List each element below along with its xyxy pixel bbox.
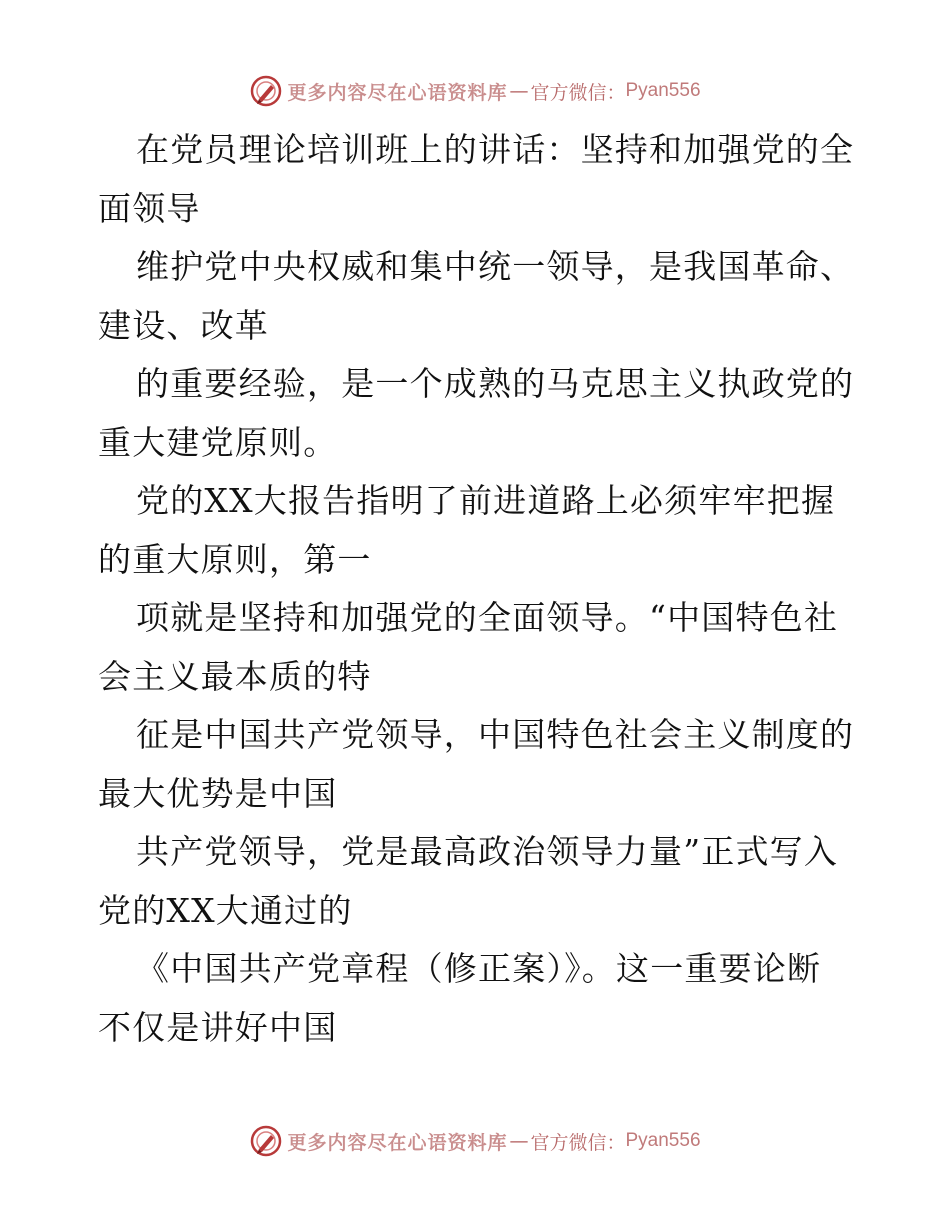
header-banner — [0, 71, 950, 111]
document-body — [98, 121, 858, 1057]
body-line: 的重要经验，是一个成熟的马克思主义执政党的 — [136, 364, 855, 403]
banner-wechat-label: 官方微信： — [530, 81, 626, 104]
body-line: 项就是坚持和加强党的全面领导。“中国特色社 — [136, 598, 839, 637]
body-line: 不仅是讲好中国 — [98, 1007, 338, 1047]
footer-banner — [0, 1121, 950, 1161]
body-line: 会主义最本质的特 — [98, 656, 372, 696]
pen-logo-icon — [249, 74, 283, 108]
body-line: 共产党领导，党是最高政治领导力量”正式写入 — [136, 832, 839, 871]
body-line: 在党员理论培训班上的讲话：坚持和加强党的全 — [136, 130, 855, 169]
body-line: 建设、改革 — [98, 305, 269, 345]
body-line: 面领导 — [98, 188, 201, 228]
banner-slogan: 更多内容尽在心语资料库 — [287, 81, 508, 104]
banner-wechat-id: Pyan556 — [625, 80, 701, 101]
body-line: 最大优势是中国 — [98, 773, 338, 813]
body-line: 《中国共产党章程（修正案）》。这一重要论断 — [136, 949, 822, 988]
body-line: 重大建党原则。 — [98, 422, 338, 462]
body-line: 的重大原则，第一 — [98, 539, 372, 579]
banner-separator: — — [509, 1130, 529, 1152]
footer-banner-content — [249, 1124, 700, 1158]
header-banner-content — [249, 74, 700, 108]
body-line: 维护党中央权威和集中统一领导，是我国革命、 — [136, 247, 855, 286]
banner-separator: — — [509, 80, 529, 102]
body-line: 党的XX大报告指明了前进道路上必须牢牢把握 — [136, 481, 836, 520]
pen-logo-icon — [249, 1124, 283, 1158]
banner-wechat-id: Pyan556 — [625, 1130, 701, 1151]
body-line: 征是中国共产党领导，中国特色社会主义制度的 — [136, 715, 855, 754]
body-line: 党的XX大通过的 — [98, 890, 353, 930]
banner-wechat-label: 官方微信： — [530, 1131, 626, 1154]
banner-slogan: 更多内容尽在心语资料库 — [287, 1131, 508, 1154]
